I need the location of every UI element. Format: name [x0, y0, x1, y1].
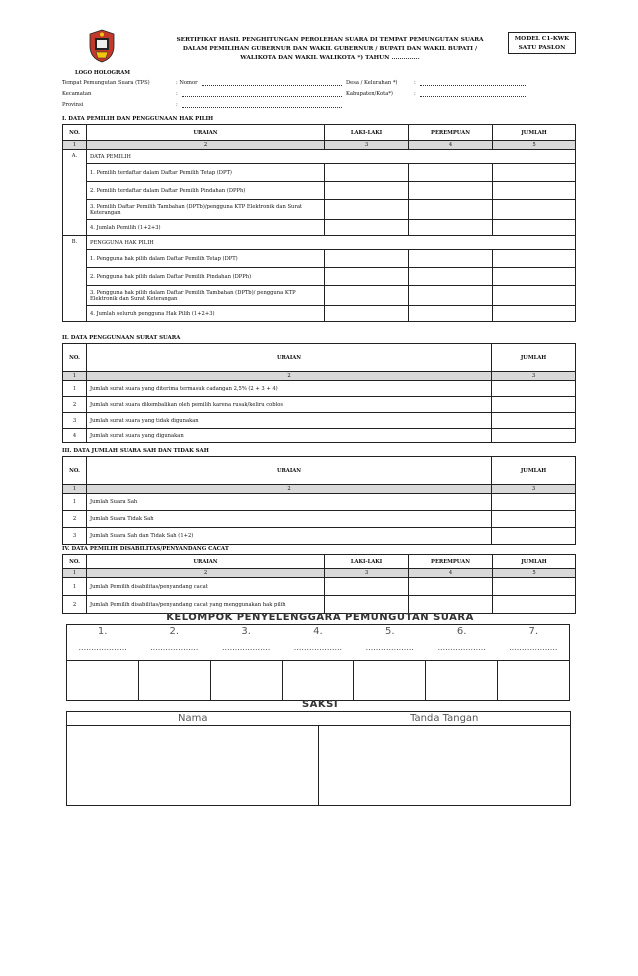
s1-b3-perempuan-boxes[interactable]	[409, 286, 493, 306]
provinsi-field[interactable]	[182, 102, 342, 108]
table-row	[63, 494, 576, 511]
s1-a3-perempuan-boxes[interactable]	[409, 200, 493, 220]
desa-field[interactable]	[420, 80, 526, 86]
s1-b-row4: 4. Jumlah seluruh pengguna Hak Pilih (1+2+3)	[87, 306, 325, 322]
s1-b4-laki-boxes[interactable]	[325, 306, 409, 322]
kelompok-name-field[interactable]: ...................	[221, 643, 271, 652]
kelompok-number: 2.	[169, 626, 180, 637]
s4-row1-laki-boxes[interactable]	[325, 578, 409, 596]
kecamatan-colon: :	[176, 91, 178, 97]
kelompok-signature-1[interactable]	[67, 661, 139, 701]
s2-row1-no: 1	[63, 381, 87, 397]
s1-b2-jumlah-boxes[interactable]	[493, 268, 576, 286]
saksi-head-ttd	[319, 712, 571, 726]
kelompok-col-2	[138, 625, 210, 661]
kelompok-name-field[interactable]: ...................	[150, 643, 199, 652]
table-row	[63, 306, 576, 322]
s2-row4-text: Jumlah surat suara yang digunakan	[87, 429, 492, 443]
kelompok-number: 7.	[528, 626, 539, 637]
s2-row4-boxes[interactable]	[492, 429, 576, 443]
document-title	[160, 36, 500, 63]
s3-head-uraian: URAIAN	[87, 457, 492, 485]
s1-group-b: B.	[63, 236, 87, 322]
table-row	[63, 381, 576, 397]
s4-row2-no: 2	[63, 596, 87, 614]
s1-group-a-label: DATA PEMILIH	[87, 150, 576, 164]
s3-row3-boxes[interactable]	[492, 528, 576, 545]
kelompok-table	[66, 624, 570, 701]
kelompok-col-3	[210, 625, 282, 661]
s1-a1-perempuan-boxes[interactable]	[409, 164, 493, 182]
kabupaten-field[interactable]	[420, 91, 526, 97]
s1-colnum-2: 2	[87, 141, 325, 150]
saksi-table	[66, 711, 571, 806]
title-line-2: DALAM PEMILIHAN GUBERNUR DAN WAKIL GUBERNUR / BUPATI DAN WAKIL BUPATI /	[182, 45, 478, 52]
s4-head-jumlah: JUMLAH	[493, 555, 576, 569]
table-row	[63, 413, 576, 429]
kelompok-col-5	[354, 625, 426, 661]
section2-table	[62, 343, 576, 443]
s1-a2-perempuan-boxes[interactable]	[409, 182, 493, 200]
desa-label: Desa / Kelurahan *)	[346, 80, 398, 86]
table-row	[63, 220, 576, 236]
s1-b3-jumlah-boxes[interactable]	[493, 286, 576, 306]
s4-head-uraian: URAIAN	[87, 555, 325, 569]
kelompok-col-1	[67, 625, 139, 661]
s4-row2-laki-boxes[interactable]	[325, 596, 409, 614]
section2-title: II. DATA PENGGUNAAN SURAT SUARA	[62, 335, 181, 341]
s2-row3-text: Jumlah surat suara yang tidak digunakan	[87, 413, 492, 429]
kelompok-signature-7[interactable]	[498, 661, 570, 701]
s4-head-laki: LAKI-LAKI	[325, 555, 409, 569]
table-row	[63, 286, 576, 306]
s1-a-row2: 2. Pemilih terdaftar dalam Daftar Pemilih Pindahan (DPPh)	[87, 182, 325, 200]
model-type: SATU PASLON	[518, 44, 566, 51]
s1-a4-laki-boxes[interactable]	[325, 220, 409, 236]
s3-colnum-2: 2	[87, 485, 492, 494]
section1-table	[62, 124, 576, 322]
kabupaten-label: Kabupaten/Kota*)	[346, 91, 393, 97]
s4-row1-no: 1	[63, 578, 87, 596]
title-line-1: SERTIFIKAT HASIL PENGHITUNGAN PEROLEHAN SUARA DI TEMPAT PEMUNGUTAN SUARA	[176, 37, 484, 43]
table-row	[63, 578, 576, 596]
kelompok-number: 4.	[313, 626, 323, 637]
model-box	[508, 32, 576, 54]
table-row	[63, 250, 576, 268]
kelompok-name-field[interactable]: ...................	[437, 643, 486, 652]
logo-hologram-label: LOGO HOLOGRAM	[75, 70, 131, 76]
s3-row1-text: Jumlah Suara Sah	[87, 494, 492, 511]
kecamatan-field[interactable]	[182, 91, 342, 97]
table-row	[63, 397, 576, 413]
s1-a1-jumlah-boxes[interactable]	[493, 164, 576, 182]
table-row	[63, 164, 576, 182]
s1-group-b-label: PENGGUNA HAK PILIH	[87, 236, 576, 250]
s1-head-no: NO.	[63, 125, 87, 141]
kelompok-name-field[interactable]: ...................	[365, 643, 414, 652]
s3-row2-no: 2	[63, 511, 87, 528]
s1-b1-perempuan-boxes[interactable]	[409, 250, 493, 268]
s1-head-uraian: URAIAN	[87, 125, 325, 141]
kabupaten-colon: :	[414, 91, 416, 97]
s3-colnum-1: 1	[63, 485, 87, 494]
table-row	[63, 511, 576, 528]
s1-b2-laki-boxes[interactable]	[325, 268, 409, 286]
s1-head-laki: LAKI-LAKI	[325, 125, 409, 141]
s4-head-perempuan: PEREMPUAN	[409, 555, 493, 569]
s1-a2-jumlah-boxes[interactable]	[493, 182, 576, 200]
s1-colnum-1: 1	[63, 141, 87, 150]
s2-row3-no: 3	[63, 413, 87, 429]
kelompok-signature-6[interactable]	[426, 661, 498, 701]
s4-colnum-3: 3	[325, 569, 409, 578]
kpu-logo	[88, 28, 116, 64]
kelompok-name-field[interactable]: ...................	[78, 643, 127, 652]
title-line-3: WALIKOTA DAN WAKIL WALIKOTA *) TAHUN ..............	[240, 54, 420, 61]
s4-colnum-2: 2	[87, 569, 325, 578]
identity-block	[62, 80, 582, 110]
section1-title: I. DATA PEMILIH DAN PENGGUNAAN HAK PILIH	[62, 116, 214, 122]
kecamatan-label: Kecamatan	[62, 91, 92, 97]
kelompok-number: 5.	[385, 626, 395, 637]
s4-row1-text: Jumlah Pemilih disabilitas/penyandang cacat	[87, 578, 325, 596]
s4-colnum-1: 1	[63, 569, 87, 578]
s3-head-jumlah: JUMLAH	[492, 457, 576, 485]
table-row	[63, 268, 576, 286]
kelompok-signature-2[interactable]	[138, 661, 210, 701]
s1-head-perempuan: PEREMPUAN	[409, 125, 493, 141]
section3-table	[62, 456, 576, 545]
table-row	[63, 528, 576, 545]
s4-row2-text: Jumlah Pemilih disabilitas/penyandang cacat yang menggunakan hak pilih	[87, 596, 325, 614]
kelompok-name-field[interactable]: ...................	[293, 643, 343, 652]
kelompok-title: KELOMPOK PENYELENGGARA PEMUNGUTAN SUARA	[166, 612, 474, 623]
s1-b4-jumlah-boxes[interactable]	[493, 306, 576, 322]
s1-a4-perempuan-boxes[interactable]	[409, 220, 493, 236]
s4-row2-jumlah-boxes[interactable]	[493, 596, 576, 614]
table-row	[63, 596, 576, 614]
saksi-ttd-label: Tanda Tangan	[410, 713, 479, 724]
s4-colnum-5: 5	[493, 569, 576, 578]
desa-colon: :	[414, 80, 416, 86]
s4-row1-perempuan-boxes[interactable]	[409, 578, 493, 596]
s2-row2-boxes[interactable]	[492, 397, 576, 413]
s3-row1-no: 1	[63, 494, 87, 511]
s1-a-row3: 3. Pemilih Daftar Pemilih Tambahan (DPTb)/pengguna KTP Elektronik dan Surat Keterangan	[87, 200, 325, 220]
section3-title: III. DATA JUMLAH SUARA SAH DAN TIDAK SAH	[62, 448, 209, 454]
s4-row2-perempuan-boxes[interactable]	[409, 596, 493, 614]
kelompok-number: 3.	[241, 626, 251, 637]
s2-colnum-1: 1	[63, 372, 87, 381]
provinsi-colon: :	[176, 102, 178, 108]
kelompok-col-6	[426, 625, 498, 661]
s2-row1-boxes[interactable]	[492, 381, 576, 397]
s1-group-a: A.	[63, 150, 87, 236]
s3-row1-boxes[interactable]	[492, 494, 576, 511]
s1-b1-jumlah-boxes[interactable]	[493, 250, 576, 268]
s2-row3-boxes[interactable]	[492, 413, 576, 429]
s2-row2-text: Jumlah surat suara dikembalikan oleh pemilih karena rusak/keliru coblos	[87, 397, 492, 413]
s1-a4-jumlah-boxes[interactable]	[493, 220, 576, 236]
s3-colnum-3: 3	[492, 485, 576, 494]
s1-b1-laki-boxes[interactable]	[325, 250, 409, 268]
kelompok-number: 1.	[97, 626, 108, 637]
s1-b2-perempuan-boxes[interactable]	[409, 268, 493, 286]
saksi-nama-field[interactable]	[67, 726, 319, 806]
table-row	[63, 429, 576, 443]
s1-b-row3: 3. Pengguna hak pilih dalam Daftar Pemilih Tambahan (DPTb)/ pengguna KTP Elektronik dan Surat Keterangan	[87, 286, 325, 306]
saksi-ttd-field[interactable]	[319, 726, 571, 806]
s1-b-row2: 2. Pengguna hak pilih dalam Daftar Pemilih Pindahan (DPPh)	[87, 268, 325, 286]
s1-a2-laki-boxes[interactable]	[325, 182, 409, 200]
s3-row3-no: 3	[63, 528, 87, 545]
s1-a3-laki-boxes[interactable]	[325, 200, 409, 220]
provinsi-label: Provinsi	[62, 102, 84, 108]
section4-table	[62, 554, 576, 614]
saksi-title: SAKSI	[301, 699, 339, 710]
s2-colnum-2: 2	[87, 372, 492, 381]
s2-row4-no: 4	[63, 429, 87, 443]
s2-head-jumlah: JUMLAH	[492, 344, 576, 372]
s1-colnum-4: 4	[409, 141, 493, 150]
s3-row2-boxes[interactable]	[492, 511, 576, 528]
s3-row3-text: Jumlah Suara Sah dan Tidak Sah (1+2)	[87, 528, 492, 545]
kelompok-number: 6.	[456, 626, 467, 637]
s1-a3-jumlah-boxes[interactable]	[493, 200, 576, 220]
s3-row2-text: Jumlah Suara Tidak Sah	[87, 511, 492, 528]
s1-colnum-5: 5	[493, 141, 576, 150]
kelompok-signature-4[interactable]	[282, 661, 354, 701]
s4-row1-jumlah-boxes[interactable]	[493, 578, 576, 596]
saksi-head-nama	[67, 712, 319, 726]
kelompok-signature-5[interactable]	[354, 661, 426, 701]
s4-head-no: NO.	[63, 555, 87, 569]
s1-a-row4: 4. Jumlah Pemilih (1+2+3)	[87, 220, 325, 236]
kpu-emblem-icon	[88, 28, 116, 64]
table-row	[63, 200, 576, 220]
s2-row1-text: Jumlah surat suara yang diterima termasuk cadangan 2,5% (2 + 3 + 4)	[87, 381, 492, 397]
s1-head-jumlah: JUMLAH	[493, 125, 576, 141]
s1-b-row1: 1. Pengguna hak pilih dalam Daftar Pemilih Tetap (DPT)	[87, 250, 325, 268]
s2-row2-no: 2	[63, 397, 87, 413]
tps-number-field[interactable]	[202, 80, 342, 86]
s1-b4-perempuan-boxes[interactable]	[409, 306, 493, 322]
s4-colnum-4: 4	[409, 569, 493, 578]
s3-head-no: NO.	[63, 457, 87, 485]
s1-a-row1: 1. Pemilih terdaftar dalam Daftar Pemilih Tetap (DPT)	[87, 164, 325, 182]
s1-colnum-3: 3	[325, 141, 409, 150]
kelompok-name-field[interactable]: ...................	[509, 643, 558, 652]
s1-a1-laki-boxes[interactable]	[325, 164, 409, 182]
table-row	[63, 182, 576, 200]
s1-b3-laki-boxes[interactable]	[325, 286, 409, 306]
kelompok-col-7	[498, 625, 570, 661]
section4-title: IV. DATA PEMILIH DISABILITAS/PENYANDANG CACAT	[62, 546, 229, 552]
kelompok-signature-3[interactable]	[210, 661, 282, 701]
saksi-nama-label: Nama	[178, 713, 208, 724]
kelompok-col-4	[282, 625, 354, 661]
s2-head-no: NO.	[63, 344, 87, 372]
model-code: MODEL C1-KWK	[514, 36, 570, 42]
tps-value: : Nomor	[176, 80, 198, 86]
s2-head-uraian: URAIAN	[87, 344, 492, 372]
tps-label: Tempat Pemungutan Suara (TPS)	[62, 80, 150, 86]
s2-colnum-3: 3	[492, 372, 576, 381]
